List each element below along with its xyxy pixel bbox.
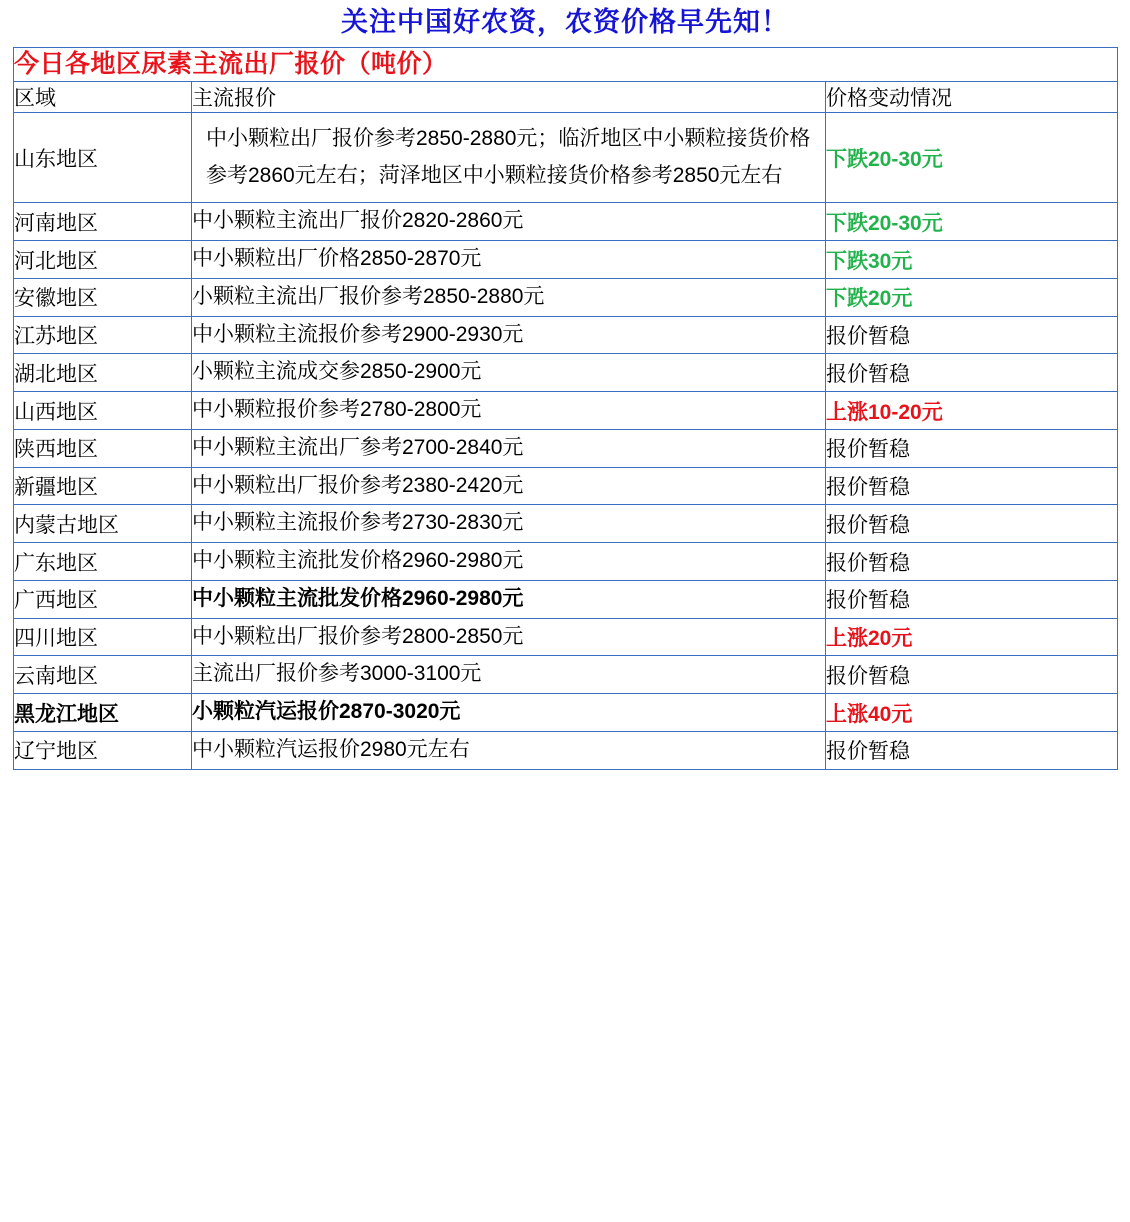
cell-change: 报价暂稳 [826,316,1118,354]
cell-change: 上涨20元 [826,618,1118,656]
table-header-row [14,81,1118,112]
urea-price-table [13,47,1118,769]
table-row [14,278,1118,316]
cell-change: 报价暂稳 [826,656,1118,694]
table-row [14,429,1118,467]
table-row [14,203,1118,241]
cell-region: 内蒙古地区 [14,505,192,543]
cell-change: 下跌30元 [826,241,1118,279]
cell-region: 山东地区 [14,112,192,203]
cell-region: 广西地区 [14,580,192,618]
table-row [14,316,1118,354]
cell-region: 湖北地区 [14,354,192,392]
cell-price: 小颗粒汽运报价2870-3020元 [192,694,826,732]
cell-region: 黑龙江地区 [14,694,192,732]
cell-region: 新疆地区 [14,467,192,505]
cell-price: 中小颗粒主流批发价格2960-2980元 [192,580,826,618]
cell-change: 上涨40元 [826,694,1118,732]
column-header-change: 价格变动情况 [826,81,1118,112]
cell-change: 下跌20-30元 [826,203,1118,241]
cell-price: 小颗粒主流成交参2850-2900元 [192,354,826,392]
table-body [14,48,1118,769]
cell-price: 中小颗粒出厂报价参考2800-2850元 [192,618,826,656]
table-row [14,505,1118,543]
table-row [14,694,1118,732]
table-row [14,580,1118,618]
cell-change: 报价暂稳 [826,505,1118,543]
cell-region: 辽宁地区 [14,731,192,769]
cell-change: 下跌20-30元 [826,112,1118,203]
cell-price: 中小颗粒出厂价格2850-2870元 [192,241,826,279]
cell-region: 广东地区 [14,543,192,581]
table-row [14,731,1118,769]
cell-region: 河南地区 [14,203,192,241]
cell-price: 中小颗粒主流批发价格2960-2980元 [192,543,826,581]
page-banner: 关注中国好农资，农资价格早先知！ [341,7,789,37]
table-row [14,112,1118,203]
table-row [14,241,1118,279]
cell-region: 河北地区 [14,241,192,279]
table-row [14,392,1118,430]
cell-region: 四川地区 [14,618,192,656]
cell-change: 报价暂稳 [826,731,1118,769]
cell-region: 江苏地区 [14,316,192,354]
table-row [14,543,1118,581]
cell-change: 下跌20元 [826,278,1118,316]
cell-price: 中小颗粒汽运报价2980元左右 [192,731,826,769]
table-row [14,618,1118,656]
cell-region: 安徽地区 [14,278,192,316]
cell-change: 上涨10-20元 [826,392,1118,430]
table-row [14,656,1118,694]
cell-price: 中小颗粒主流报价参考2900-2930元 [192,316,826,354]
column-header-region: 区域 [14,81,192,112]
cell-price: 中小颗粒主流出厂参考2700-2840元 [192,429,826,467]
table-row [14,467,1118,505]
cell-change: 报价暂稳 [826,467,1118,505]
column-header-price: 主流报价 [192,81,826,112]
cell-region: 云南地区 [14,656,192,694]
cell-price: 中小颗粒主流报价参考2730-2830元 [192,505,826,543]
table-row [14,354,1118,392]
cell-change: 报价暂稳 [826,543,1118,581]
cell-price: 中小颗粒报价参考2780-2800元 [192,392,826,430]
cell-change: 报价暂稳 [826,354,1118,392]
cell-change: 报价暂稳 [826,580,1118,618]
cell-price: 小颗粒主流出厂报价参考2850-2880元 [192,278,826,316]
table-title-row [14,48,1118,82]
table-title: 今日各地区尿素主流出厂报价（吨价） [14,48,1118,82]
cell-price: 中小颗粒主流出厂报价2820-2860元 [192,203,826,241]
cell-region: 陕西地区 [14,429,192,467]
cell-change: 报价暂稳 [826,429,1118,467]
cell-price: 主流出厂报价参考3000-3100元 [192,656,826,694]
cell-price: 中小颗粒出厂报价参考2380-2420元 [192,467,826,505]
cell-region: 山西地区 [14,392,192,430]
cell-price: 中小颗粒出厂报价参考2850-2880元；临沂地区中小颗粒接货价格参考2860元左右；菏泽地区中小颗粒接货价格参考2850元左右 [192,112,826,203]
